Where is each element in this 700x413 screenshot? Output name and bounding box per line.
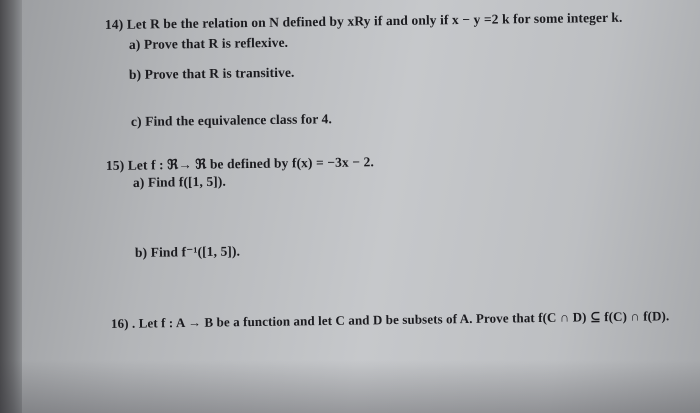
problem-15-part-a: a) Find f([1, 5]). [132, 173, 227, 190]
problem-14-statement: 14) Let R be the relation on N defined by xRy if and only if x − y =2 k for some integer k. [104, 9, 623, 32]
bottom-shadow [0, 360, 700, 413]
problem-14-part-a: a) Prove that R is reflexive. [128, 34, 289, 52]
sheet-edge [0, 0, 22, 413]
problem-16-statement: 16) . Let f : A → B be a function and let C and D be subsets of A. Prove that f(C ∩ D) ⊆ f(C) ∩ f(D). [110, 308, 670, 331]
problem-15-statement: 15) Let f : ℜ→ ℜ be defined by f(x) = −3x − 2. [105, 154, 374, 173]
problem-15-part-b: b) Find f⁻¹([1, 5]). [134, 243, 241, 260]
problem-14-part-b: b) Prove that R is transitive. [128, 64, 295, 82]
problem-14-part-c: c) Find the equivalence class for 4. [130, 111, 333, 129]
